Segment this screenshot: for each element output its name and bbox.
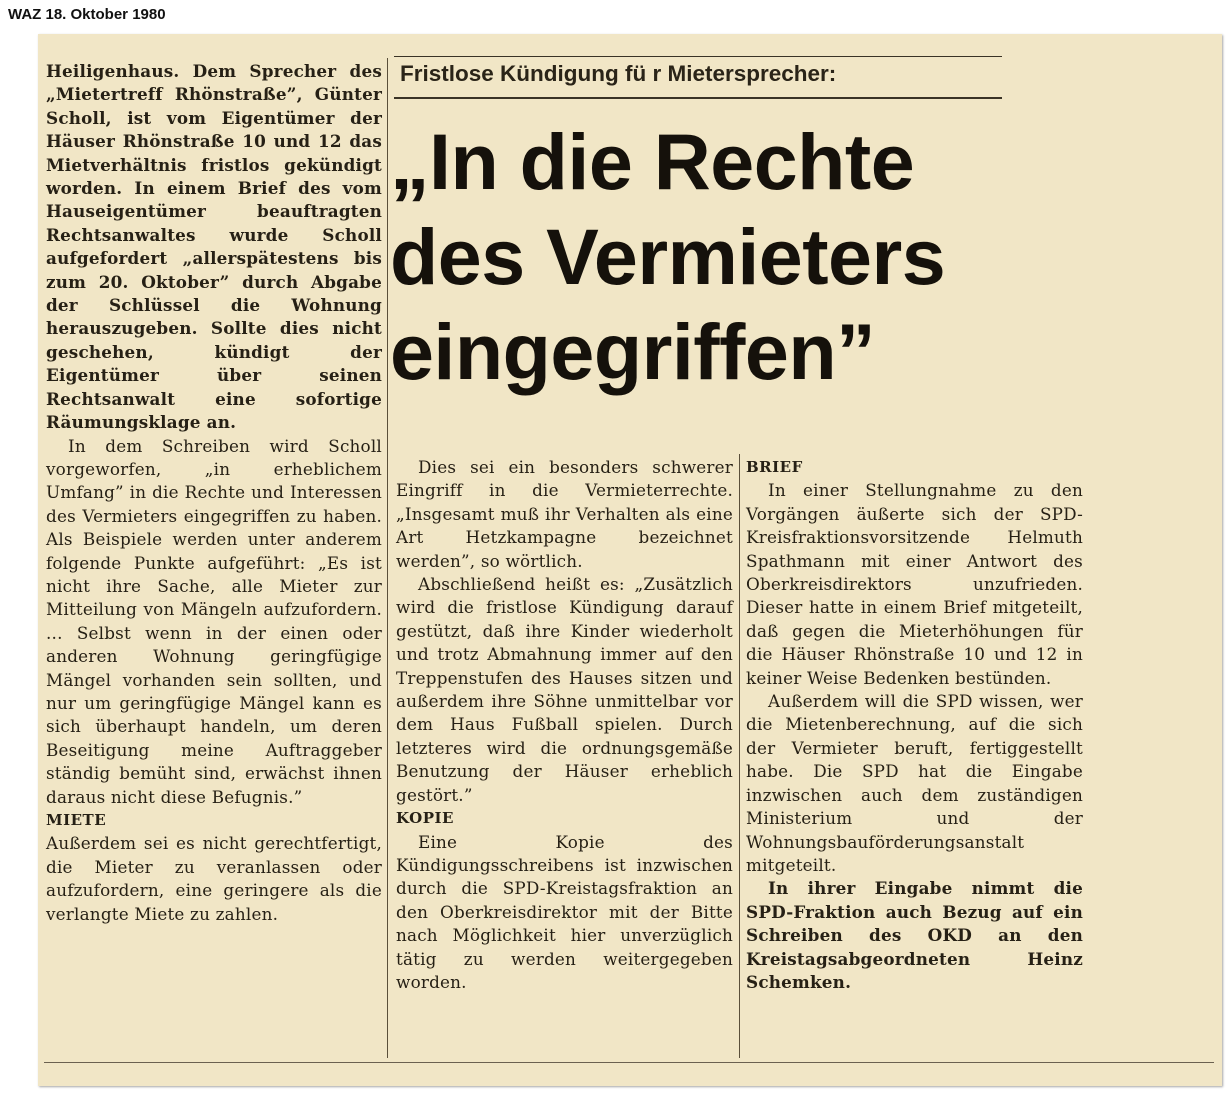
kicker-top-rule [394, 56, 1002, 57]
column-divider [739, 454, 740, 1058]
section-subhead: MIETE [46, 811, 107, 829]
source-label: WAZ 18. Oktober 1980 [8, 6, 166, 23]
headline-line: des Vermieters [390, 212, 946, 301]
article-column-3 [746, 456, 1083, 994]
article-paragraph: Außerdem sei es nicht gerechtfertigt, die Mieter zu veranlassen oder aufzufordern, eine geringere als die verlangte Miete zu zahlen. [46, 833, 382, 924]
kicker-underline [394, 97, 1002, 99]
section-subhead: KOPIE [396, 809, 454, 828]
section-subhead: BRIEF [746, 458, 803, 476]
article-paragraph: Dies sei ein besonders schwerer Eingriff in die Vermieterrechte. „Insgesamt muß ihr Verhalten als eine Art Hetzkampagne bezeichnet werden”, so wörtlich. [396, 457, 733, 571]
bottom-rule [44, 1062, 1214, 1063]
article-column-2 [396, 456, 733, 994]
article-headline [390, 114, 1210, 399]
article-paragraph: In dem Schreiben wird Scholl vorgeworfen, „in erheblichem Umfang” in die Rechte und Interessen des Vermieters eingegriffen zu haben. Als Beispiele werden unter anderem folgende Punkte aufgeführt: „Es ist nicht ihre Sache, alle Mieter zur Mitteilung von Mängeln aufzufordern. ... Selbst wenn in der einen oder anderen Wohnung geringfügige Mängel vorhanden sein sollten, und nur um geringfügige Mängel kann es sich überhaupt handeln, um deren Beseitigung meine Auftraggeber ständig bemüht sind, erwächst ihnen daraus nicht diese Befugnis.” [46, 435, 382, 807]
article-kicker: Fristlose Kündigung fü r Mietersprecher: [400, 61, 837, 86]
article-paragraph: Heiligenhaus. Dem Sprecher des „Mietertreff Rhönstraße”, Günter Scholl, ist vom Eigentümer der Häuser Rhönstraße 10 und 12 das Mietverhältnis fristlos gekündigt worden. In einem Brief des vom Hauseigentümer beauftragten Rechtsanwaltes wurde Scholl aufgefordert „allerspätestens bis zum 20. Oktober” durch Abgabe der Schlüssel die Wohnung herauszugeben. Sollte dies nicht geschehen, kündigt der Eigentümer über seinen Rechtsanwalt eine sofortige Räumungsklage an. [46, 61, 382, 433]
article-column-1 [46, 60, 382, 926]
headline-line: „In die Rechte [390, 117, 915, 206]
article-paragraph: Außerdem will die SPD wissen, wer die Mietenberechnung, auf die sich der Vermieter beruft, fertiggestellt habe. Die SPD hat die Eingabe inzwischen auch dem zuständigen Ministerium und der Wohnungsbauförderungsanstalt mitgeteilt. [746, 691, 1083, 875]
article-paragraph: In einer Stellungnahme zu den Vorgängen äußerte sich der SPD-Kreisfraktionsvorsitzende Helmuth Spathmann mit einer Antwort des Oberkreisdirektors unzufrieden. Dieser hatte in einem Brief mitgeteilt, daß gegen die Mieterhöhungen für die Häuser Rhönstraße 10 und 12 in keiner Weise Bedenken bestünden. [746, 480, 1083, 688]
column-divider [387, 58, 388, 1058]
article-paragraph: Abschließend heißt es: „Zusätzlich wird die fristlose Kündigung darauf gestützt, daß ihre Kinder wiederholt und trotz Abmahnung immer auf den Treppenstufen des Hauses sitzen und außerdem ihre Söhne unmittelbar vor dem Haus Fußball spielen. Durch letzteres wird die ordnungsgemäße Benutzung der Häuser erheblich gestört.” [396, 574, 733, 805]
article-paragraph: Eine Kopie des Kündigungsschreibens ist inzwischen durch die SPD-Kreistagsfraktion an den Oberkreisdirektor mit der Bitte nach Möglichkeit hier unverzüglich tätig zu werden weitergegeben worden. [396, 831, 733, 992]
headline-line: eingegriffen” [390, 307, 876, 396]
newspaper-clipping [38, 34, 1222, 1086]
article-paragraph: In ihrer Eingabe nimmt die SPD-Fraktion auch Bezug auf ein Schreiben des OKD an den Kreistagsabgeordneten Heinz Schemken. [746, 878, 1083, 992]
